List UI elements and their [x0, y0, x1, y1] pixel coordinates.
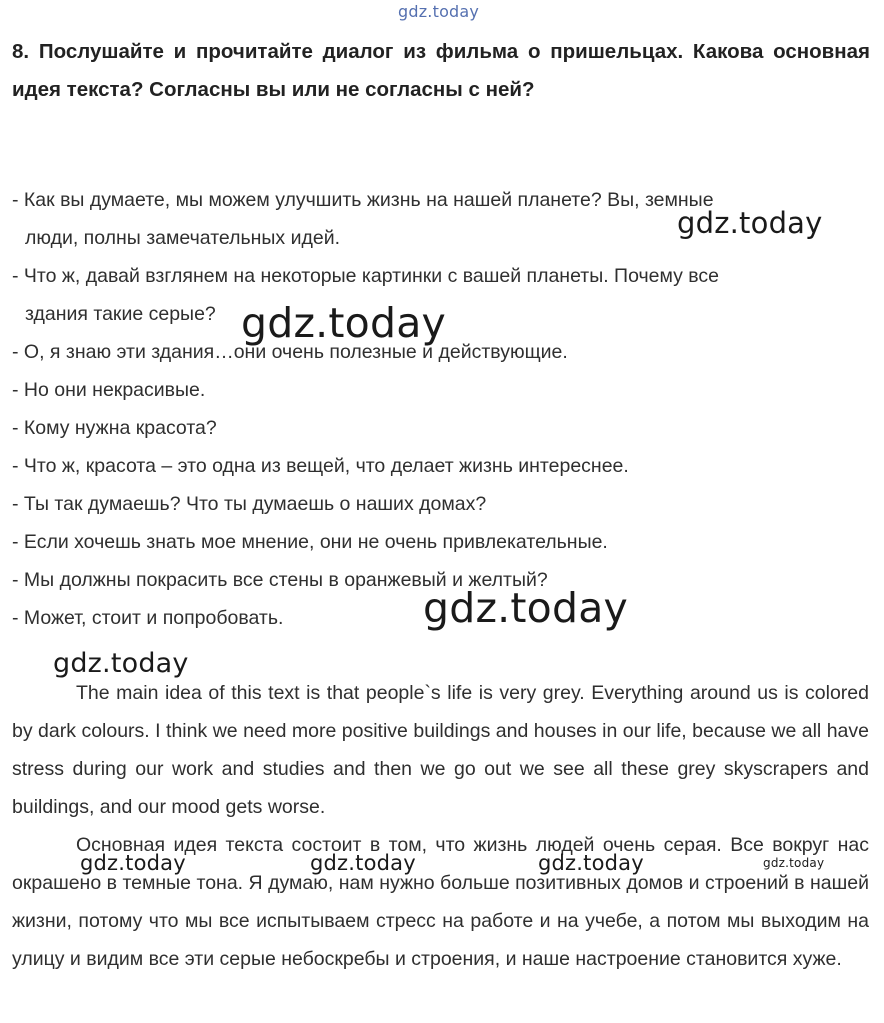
- dialogue-line-9: - Мы должны покрасить все стены в оранжевый и желтый?: [12, 569, 548, 591]
- dialogue-line-1-continuation: люди, полны замечательных идей.: [25, 227, 341, 249]
- watermark-2: gdz.today: [241, 299, 446, 347]
- watermark-4: gdz.today: [53, 648, 189, 679]
- dialogue-line-8: - Если хочешь знать мое мнение, они не очень привлекательные.: [12, 531, 608, 553]
- dialogue-line-6: - Что ж, красота – это одна из вещей, что делает жизнь интереснее.: [12, 455, 629, 477]
- dialogue-line-7: - Ты так думаешь? Что ты думаешь о наших домах?: [12, 493, 487, 515]
- dialogue-line-3: - О, я знаю эти здания…они очень полезные и действующие.: [12, 341, 568, 363]
- watermark-top: gdz.today: [398, 2, 480, 21]
- watermark-row-2: gdz.today: [310, 851, 416, 875]
- dialogue-line-1-text: - Как вы думаете, мы можем улучшить жизнь на нашей планете? Вы, земные: [12, 189, 714, 211]
- watermark-1: gdz.today: [677, 206, 823, 240]
- watermark-3: gdz.today: [423, 584, 628, 632]
- task-heading: 8. Послушайте и прочитайте диалог из фильма о пришельцах. Какова основная идея текста? Согласны вы или не согласны с ней?: [12, 40, 870, 101]
- dialogue-line-5: - Кому нужна красота?: [12, 417, 217, 439]
- answer-russian: Основная идея текста состоит в том, что жизнь людей очень серая. Все вокруг нас окрашено в темные тона. Я думаю, нам нужно больше позитивных домов и строений в нашей жизни, потому что мы все испытываем стресс на работе и на учебе, а потом мы выходим на улицу и видим все эти серые небоскребы и строения, и наше настроение становится хуже.: [12, 834, 869, 970]
- watermark-row-1: gdz.today: [80, 851, 186, 875]
- watermark-row-3: gdz.today: [538, 851, 644, 875]
- dialogue-line-2-text: - Что ж, давай взглянем на некоторые картинки с вашей планеты. Почему все: [12, 265, 720, 287]
- answer-english: The main idea of this text is that people`s life is very grey. Everything around us is colored by dark colours. I think we need more positive buildings and houses in our life, because we all have stress during our work and studies and then we go out we see all these grey skyscrapers and buildings, and our mood gets worse.: [12, 682, 869, 818]
- watermark-row-4: gdz.today: [763, 856, 825, 870]
- dialogue-line-4: - Но они некрасивые.: [12, 379, 206, 401]
- dialogue-line-2-continuation: здания такие серые?: [25, 303, 216, 325]
- dialogue-line-10: - Может, стоит и попробовать.: [12, 607, 284, 629]
